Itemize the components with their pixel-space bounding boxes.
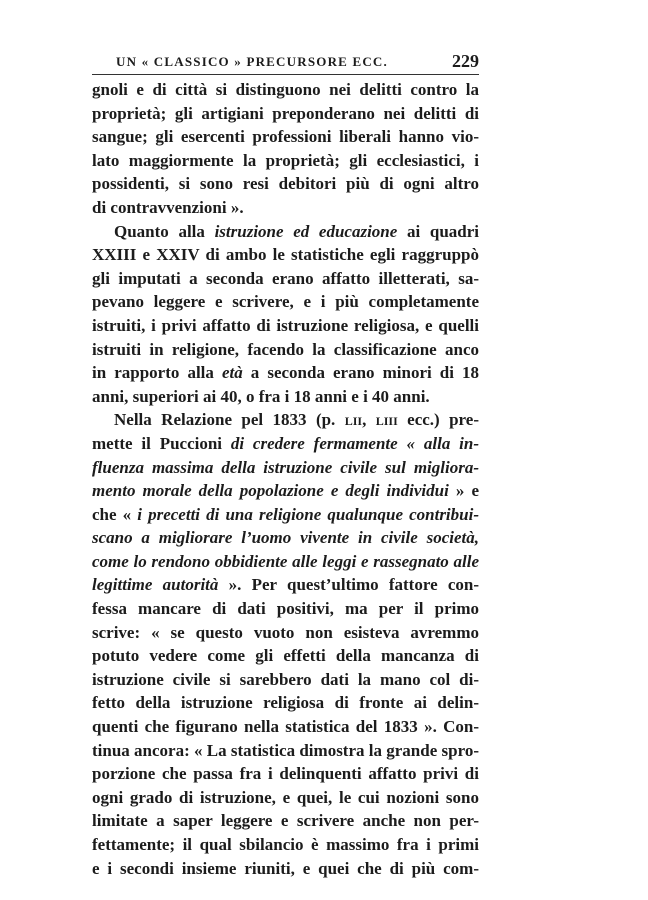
text-line: istruiti, i privi affatto di istruzione religiosa, e quelli <box>92 315 479 335</box>
italic-run: scano a migliorare l’uomo vivente in civile società, <box>92 528 479 548</box>
text-run: a seconda erano minori di 18 <box>242 363 479 383</box>
text-line: proprietà; gli artigiani preponderano nei delitti di <box>92 103 479 123</box>
text-line <box>92 432 479 456</box>
text-line: porzione che passa fra i delinquenti affatto privi di <box>92 764 479 784</box>
text-line: istruiti in religione, facendo la classificazione anco <box>92 339 479 359</box>
page-number: 229 <box>452 51 479 71</box>
italic-run: istruzione ed educazione <box>214 221 398 241</box>
text-line: anni, superiori ai 40, o fra i 18 anni e i 40 anni. <box>92 386 430 406</box>
text-line <box>92 456 479 480</box>
text-run: ». Per quest’ultimo fattore con- <box>218 575 480 595</box>
text-line: limitate a saper leggere e scrivere anche non per- <box>92 811 479 831</box>
text-line: lato maggiormente la proprietà; gli ecclesiastici, i <box>92 150 479 170</box>
text-run: Nella Relazione pel 1833 (p. <box>114 410 345 430</box>
italic-run: legittime autorità <box>92 575 219 595</box>
text-line: ogni grado di istruzione, e quei, le cui nozioni sono <box>92 787 479 807</box>
text-line <box>92 550 479 574</box>
text-run: ai quadri <box>397 221 479 241</box>
text-line <box>92 479 479 503</box>
text-line: fetto della istruzione religiosa di fronte ai delin- <box>92 693 479 713</box>
italic-run: i precetti di una religione qualunque contribui- <box>137 504 479 524</box>
text-line: possidenti, si sono resi debitori più di ogni altro <box>92 174 479 194</box>
header-rule <box>92 74 479 75</box>
text-run: ecc.) pre- <box>397 410 479 430</box>
text-line: e i secondi insieme riuniti, e quei che di più com- <box>92 858 479 878</box>
italic-run: età <box>221 363 243 383</box>
italic-run: come lo rendono obbidiente alle leggi e rassegnato alle <box>92 551 479 571</box>
text-line: XXIII e XXIV di ambo le statistiche egli raggruppò <box>92 245 479 265</box>
text-line: gnoli e di città si distinguono nei delitti contro la <box>92 80 479 99</box>
text-line <box>92 573 479 597</box>
running-title: UN « CLASSICO » PRECURSORE ECC. <box>116 54 388 69</box>
text-line: fessa mancare di dati positivi, ma per il primo <box>92 599 479 619</box>
text-line <box>92 220 479 244</box>
text-line: sangue; gli esercenti professioni liberali hanno vio- <box>92 127 479 147</box>
text-line <box>92 408 479 432</box>
text-line <box>92 526 479 550</box>
italic-run: mento morale della popolazione e degli individui <box>92 481 449 501</box>
text-line: pevano leggere e scrivere, e i più completamente <box>92 292 479 312</box>
text-line: scrive: « se questo vuoto non esisteva avremmo <box>92 622 479 642</box>
text-run: che « <box>92 504 138 524</box>
text-line: quenti che figurano nella statistica del 1833 ». Con- <box>92 717 479 737</box>
text-run: mette il Puccioni <box>92 433 231 453</box>
text-run: Quanto alla <box>114 221 215 241</box>
text-line: istruzione civile si sarebbero dati la mano col di- <box>92 669 479 689</box>
text-run: » e <box>448 481 480 501</box>
text-line: fettamente; il qual sbilancio è massimo fra i primi <box>92 835 479 854</box>
text-run: in rapporto alla <box>92 363 222 383</box>
text-line <box>92 361 479 385</box>
italic-run: di credere fermamente « alla in- <box>230 433 479 453</box>
body-text <box>92 78 479 880</box>
text-line: gli imputati a seconda erano affatto illetterati, sa- <box>92 268 479 288</box>
text-line <box>92 503 479 527</box>
text-line: potuto vedere come gli effetti della mancanza di <box>92 646 479 666</box>
running-header <box>92 52 479 74</box>
text-line: tinua ancora: « La statistica dimostra la grande spro- <box>92 740 479 760</box>
smallcaps-run: lii, liii <box>344 410 398 430</box>
italic-run: fluenza massima della istruzione civile sul migliora- <box>92 457 479 477</box>
text-line: di contravvenzioni ». <box>92 197 244 217</box>
